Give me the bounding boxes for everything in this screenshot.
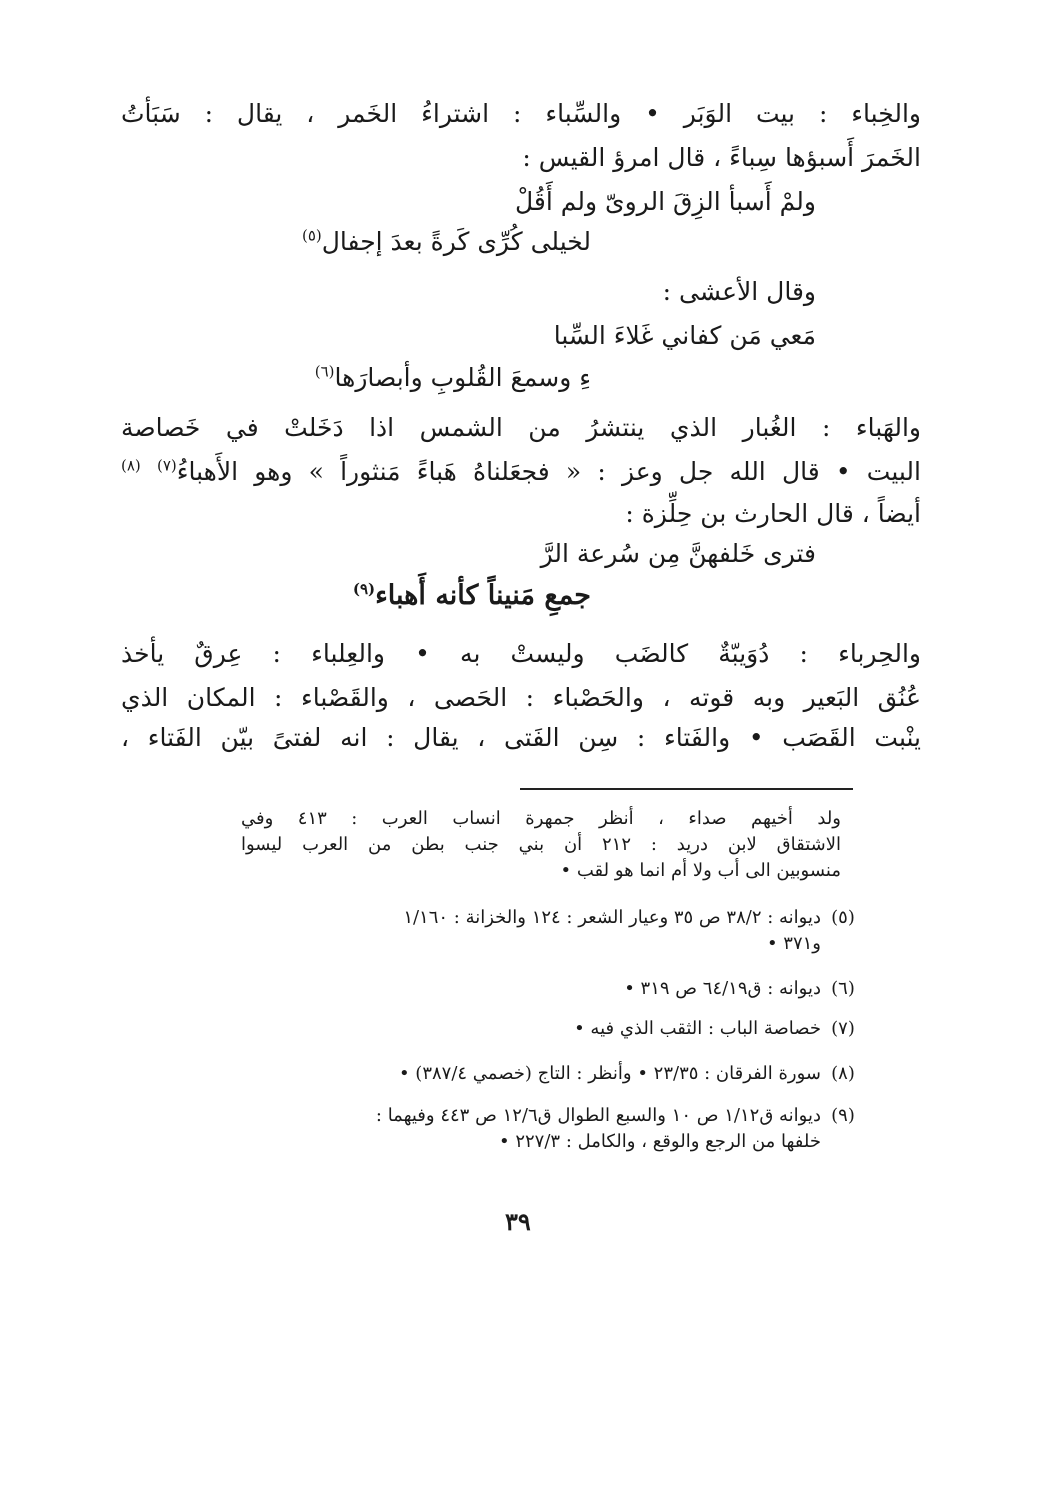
footnote-ref: (٥) [301, 226, 322, 245]
verse-text: جمعِ مَنيناً كأنه أَهباء [375, 580, 591, 611]
footnote-line: الاشتقاق لابن دريد : ٢١٢ أن بني جنب بطن من العرب ليسوا [241, 834, 841, 855]
footnote-line: سورة الفرقان : ٢٣/٣٥ • وأنظر : التاج (خصمي ٣٨٧/٤) • [398, 1063, 821, 1084]
verse-line: مَعي مَن كفاني غَلاءَ السِّبا [553, 321, 816, 350]
footnote-line: ولد أخيهم صداء ، أنظر جمهرة انساب العرب : ٤١٣ وفي [241, 808, 841, 829]
verse-line [302, 226, 591, 258]
verse-line: فترى خَلفهنَّ مِن سُرعة الرَّ [540, 539, 816, 568]
verse-line [353, 580, 591, 612]
footnote-line: ديوانه : ق٦٤/١٩ ص ٣١٩ • [624, 978, 821, 999]
footnote-ref: (٦) [314, 362, 335, 381]
verse-line: ولمْ أَسبأ الزِقَ الروىّ ولم أَقُلْ [514, 187, 816, 216]
footnote-number: (٥) [831, 907, 855, 928]
footnote-line: ديوانه ق١/١٢ ص ١٠ والسبع الطوال ق١٢/٦ ص ٤٤٣ وفيهما : [375, 1105, 821, 1126]
verse-line [315, 362, 591, 394]
verse-text: ءِ وسمعَ القُلوبِ وأبصارَها [334, 363, 591, 392]
footnote-ref: (٧) [156, 456, 177, 475]
footnote-7 [0, 1016, 1051, 1042]
text-line: والخِباء : بيت الوَبَر • والسِّباء : اشتراءُ الخَمر ، يقال : سَبَأتُ [121, 99, 921, 128]
footnote-5 [0, 905, 1051, 957]
text-segment: البيت • قال الله جل وعز : « فجعَلناهُ هَباءً مَنثوراً » وهو الأَهباءُ [176, 457, 921, 486]
footnote-line: خلفها من الرجع والوقع ، والكامل : ٢٢٧/٣ • [499, 1131, 821, 1152]
footnote-line: منسوبين الى أب ولا أم انما هو لقب • [560, 860, 841, 881]
footnote-line: خصاصة الباب : الثقب الذي فيه • [574, 1018, 821, 1039]
footnote-number: (٨) [831, 1063, 855, 1084]
footnote-line: ديوانه : ٣٨/٢ ص ٣٥ وعيار الشعر : ١٢٤ والخزانة : ١/١٦٠ [403, 907, 821, 928]
footnote-line: و٣٧١ • [766, 933, 821, 954]
text-line: والهَباء : الغُبار الذي ينتشرُ من الشمس اذا دَخَلتْ في خَصاصة [121, 413, 921, 442]
text-line: عُنُق البَعير وبه قوته ، والحَصْباء : الحَصى ، والقَصْباء : المكان الذي [121, 683, 921, 712]
footnote-number: (٧) [831, 1018, 855, 1039]
footnote-separator [520, 788, 853, 790]
footnote-number: (٩) [831, 1105, 855, 1126]
footnote-number: (٦) [831, 978, 855, 999]
footnote-6 [0, 976, 1051, 1002]
text-line: الخَمرَ أَسبؤها سِباءً ، قال امرؤ القيس : [522, 143, 921, 172]
page-number: ٣٩ [505, 1207, 531, 1236]
text-line: ينْبت القَصَب • والفَتاء : سِن الفَتى ، يقال : انه لفتىً بيّن الفَتاء ، [121, 723, 921, 752]
footnote-ref: (٩) [352, 580, 376, 598]
text-line: وقال الأعشى : [662, 277, 816, 306]
text-line: أيضاً ، قال الحارث بن حِلِّزة : [625, 499, 921, 528]
footnote-9 [0, 1103, 1051, 1155]
footnote-8 [0, 1061, 1051, 1087]
text-line: والحِرباء : دُوَيبّةٌ كالضَب وليستْ به • والعِلباء : عِرقٌ يأخذ [121, 639, 921, 668]
footnote-ref: (٨) [121, 456, 141, 475]
text-line [121, 456, 921, 488]
verse-text: لخيلى كُرِّى كَرةً بعدَ إجفال [321, 227, 591, 256]
